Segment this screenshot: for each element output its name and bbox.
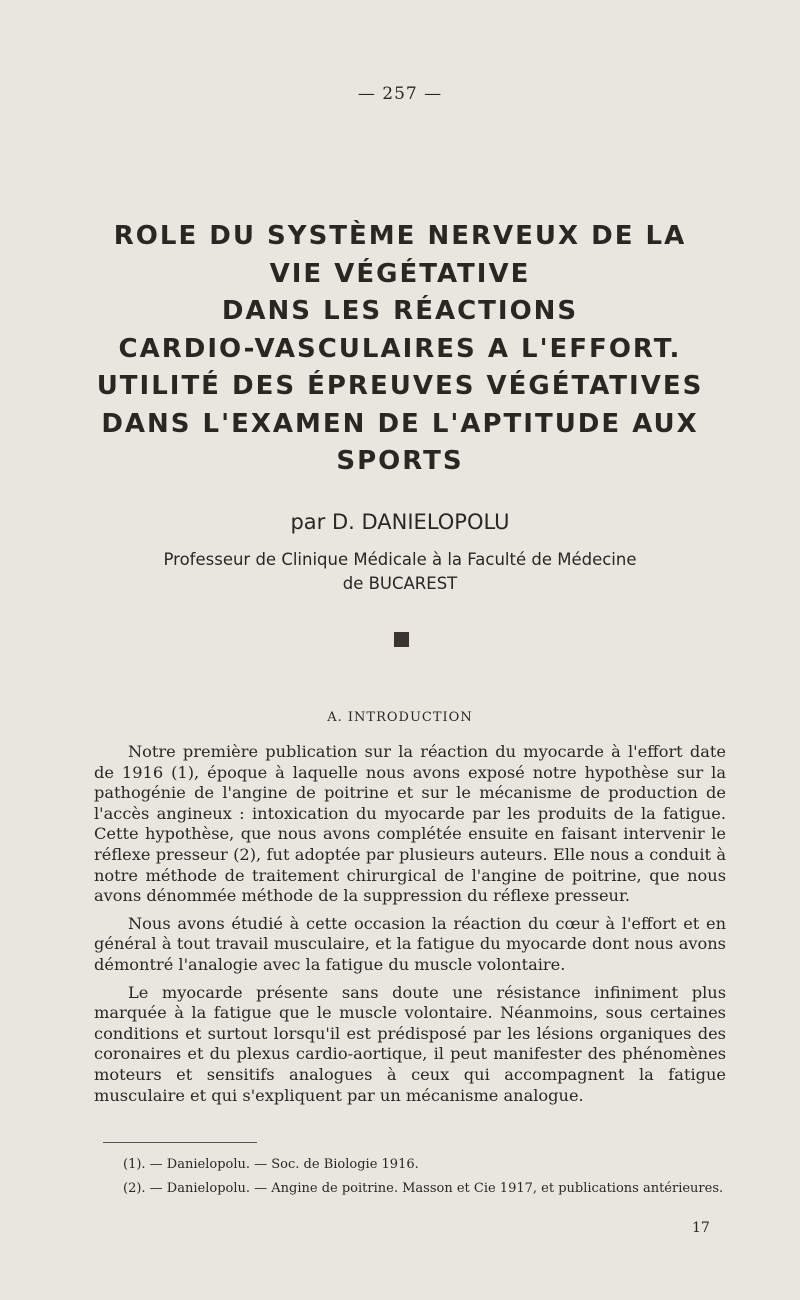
- title-line: DANS LES RÉACTIONS: [221, 296, 579, 326]
- author-line: par D. DANIELOPOLU: [290, 510, 510, 534]
- page-number: — 257 —: [357, 84, 443, 104]
- paragraph: Le myocarde présente sans doute une résistance infiniment plus marquée à la fatigue que le muscle volontaire. Néanmoins, sous certaines conditions et surtout lorsqu'il est prédisposé par les lésions organiques des coronaires et du plexus cardio-aortique, il peut manifester des phénomènes moteurs et sensitifs analogues à ceux qui accompagnent la fatigue musculaire et qui s'expliquent par un mécanisme analogue.: [94, 982, 726, 1105]
- title-line: ROLE DU SYSTÈME NERVEUX DE LA: [113, 221, 687, 251]
- footnote-divider: [103, 1142, 257, 1143]
- title-line: SPORTS: [336, 446, 464, 476]
- footnote: (1). — Danielopolu. — Soc. de Biologie 1916.: [123, 1157, 419, 1172]
- signature-mark: 17: [692, 1220, 710, 1236]
- affiliation-line: de BUCAREST: [342, 574, 458, 593]
- title-line: VIE VÉGÉTATIVE: [269, 258, 531, 289]
- footnote: (2). — Danielopolu. — Angine de poitrine. Masson et Cie 1917, et publications antérieures.: [123, 1181, 724, 1196]
- title-line: CARDIO-VASCULAIRES A L'EFFORT.: [118, 333, 682, 364]
- ornament-square-icon: [394, 632, 409, 647]
- title-line: DANS L'EXAMEN DE L'APTITUDE AUX: [101, 408, 699, 439]
- affiliation-line: Professeur de Clinique Médicale à la Faculté de Médecine: [163, 550, 637, 569]
- paragraph: Nous avons étudié à cette occasion la réaction du cœur à l'effort et en général à tout travail musculaire, et la fatigue du myocarde dont nous avons démontré l'analogie avec la fatigue du muscle volontaire.: [94, 913, 726, 974]
- title-line: UTILITÉ DES ÉPREUVES VÉGÉTATIVES: [96, 371, 704, 401]
- affiliation: [60, 548, 740, 596]
- section-heading: A. INTRODUCTION: [327, 710, 473, 725]
- article-title: [60, 218, 740, 481]
- footnotes: [103, 1155, 725, 1203]
- body-text: [94, 742, 726, 1113]
- paragraph: Notre première publication sur la réaction du myocarde à l'effort date de 1916 (1), époque à laquelle nous avons exposé notre hypothèse sur la pathogénie de l'angine de poitrine et sur le mécanisme de production de l'accès angineux : intoxication du myocarde par les produits de la fatigue. Cette hypothèse, que nous avons complétée ensuite en faisant intervenir le réflexe presseur (2), fut adoptée par plusieurs auteurs. Elle nous a conduit à notre méthode de traitement chirurgical de l'angine de poitrine, que nous avons dénommée méthode de la suppression du réflexe presseur.: [94, 742, 726, 906]
